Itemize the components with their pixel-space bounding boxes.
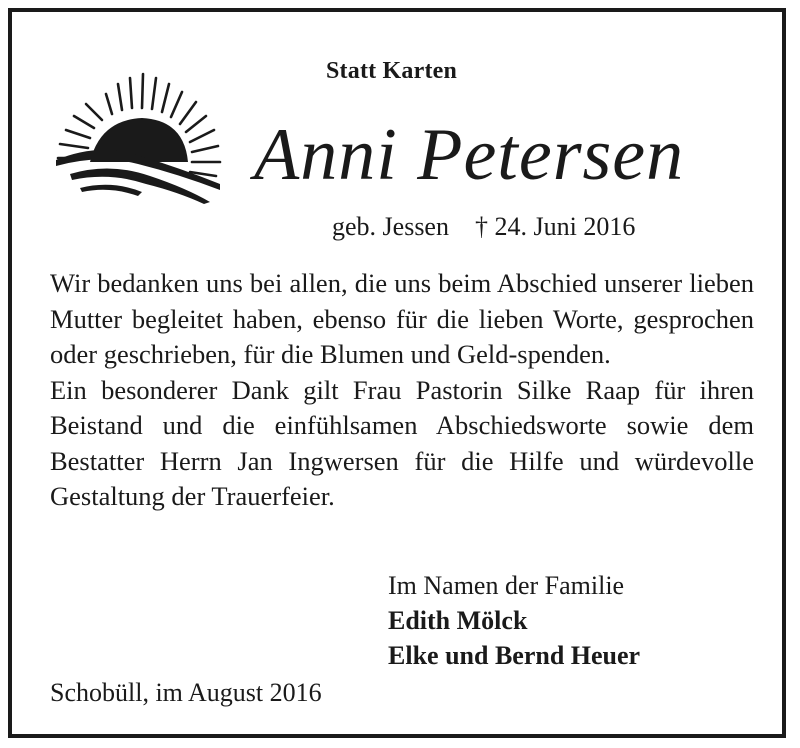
deceased-name: Anni Petersen: [254, 114, 685, 196]
signoff: [388, 568, 640, 673]
signer: Elke und Bernd Heuer: [388, 641, 641, 670]
paragraph-thanks: Wir bedanken uns bei allen, die uns beim Abschied unserer lieben Mutter begleitet haben, ebenso für die lieben Worte, gesprochen oder geschrieben, für die Blumen und Geld-spenden.: [50, 268, 754, 369]
paragraph-special-thanks: Ein besonderer Dank gilt Frau Pastorin Silke Raap für ihren Beistand und die einfühlsamen Abschiedsworte sowie dem Bestatter Herrn Jan Ingwersen für die Hilfe und würdevolle Gestaltung der Trauerfeier.: [50, 374, 754, 511]
place-and-date: Schobüll, im August 2016: [50, 678, 322, 707]
death-date: † 24. Juni 2016: [474, 212, 636, 241]
birth-name: geb. Jessen: [332, 212, 449, 241]
header-note: Statt Karten: [326, 58, 458, 84]
sunset-over-hills-icon: [50, 64, 226, 206]
obituary-notice: [8, 8, 786, 738]
life-dates: [332, 212, 635, 242]
signoff-intro: Im Namen der Familie: [388, 571, 625, 600]
thank-you-text: [50, 266, 754, 515]
signer: Edith Mölck: [388, 606, 528, 635]
